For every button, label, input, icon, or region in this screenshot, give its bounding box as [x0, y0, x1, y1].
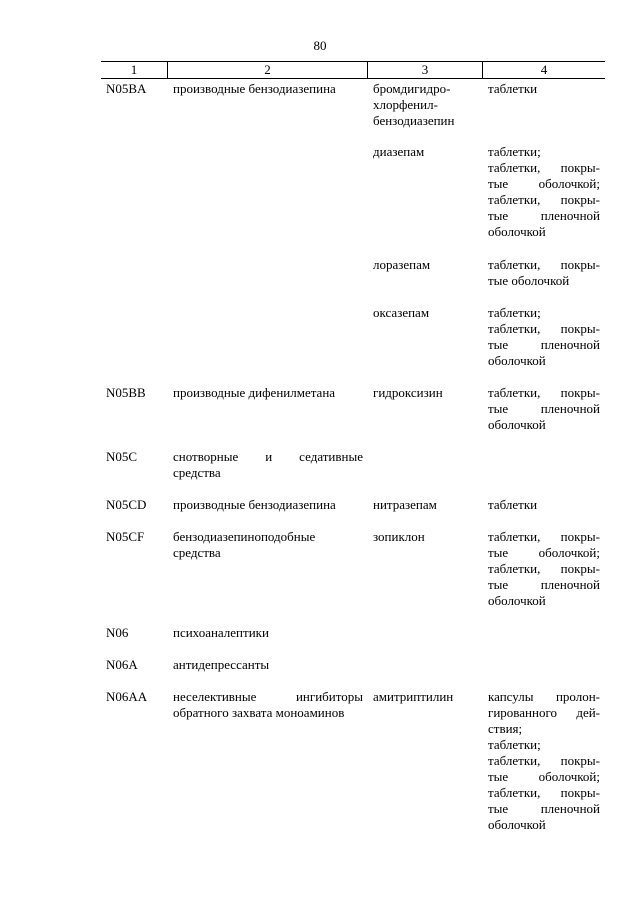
dosage-forms-line: таблетки, покры-	[488, 257, 600, 272]
dosage-forms	[488, 81, 600, 97]
group-name-line: средства	[173, 545, 221, 560]
drug-name	[373, 529, 481, 545]
atc-code: N06	[106, 625, 129, 640]
drug-name	[373, 385, 481, 401]
group-name-line: производные бензодиазепина	[173, 81, 336, 96]
atc-code: N05BA	[106, 81, 147, 96]
atc-code: N05CF	[106, 529, 145, 544]
dosage-forms	[488, 144, 600, 240]
drug-name	[373, 497, 481, 513]
drug-name	[373, 144, 481, 160]
dosage-forms-line: таблетки, покры-	[488, 561, 600, 576]
dosage-forms-line: тые оболочкой;	[488, 176, 600, 191]
dosage-forms	[488, 305, 600, 369]
dosage-forms-line: оболочкой	[488, 593, 546, 608]
dosage-forms-line: тые пленочной	[488, 801, 600, 816]
dosage-forms-line: оболочкой	[488, 224, 546, 239]
group-name-line: снотворные и седативные	[173, 449, 363, 464]
header-col-3: 3	[421, 62, 429, 77]
group-name-line: антидепрессанты	[173, 657, 270, 672]
drug-name-line: амитриптилин	[373, 689, 454, 704]
drug-name-line: оксазепам	[373, 305, 430, 320]
dosage-forms-line: тые пленочной	[488, 577, 600, 592]
dosage-forms	[488, 689, 600, 833]
drug-name	[373, 689, 481, 705]
drug-name-line: зопиклон	[373, 529, 425, 544]
group-name	[173, 497, 363, 513]
atc-code: N06AA	[106, 689, 148, 704]
drug-name-line: хлорфенил-	[373, 97, 438, 112]
dosage-forms-line: капсулы пролон-	[488, 689, 600, 704]
group-name	[173, 689, 363, 721]
group-name-line: неселективные ингибиторы	[173, 689, 363, 704]
dosage-forms-line: ствия;	[488, 721, 523, 736]
atc-code: N05C	[106, 449, 138, 464]
drug-name	[373, 81, 481, 129]
header-col-1: 1	[130, 62, 138, 77]
header-col-4: 4	[540, 62, 548, 77]
page-number: 80	[313, 38, 327, 53]
dosage-forms-line: оболочкой	[488, 817, 546, 832]
group-name-line: производные бензодиазепина	[173, 497, 336, 512]
dosage-forms-line: гированного дей-	[488, 705, 600, 720]
dosage-forms-line: тые оболочкой	[488, 273, 570, 288]
drug-name-line: бензодиазепин	[373, 113, 455, 128]
dosage-forms-line: таблетки, покры-	[488, 785, 600, 800]
atc-code: N05BB	[106, 385, 146, 400]
dosage-forms-line: тые пленочной	[488, 337, 600, 352]
drug-name-line: гидроксизин	[373, 385, 443, 400]
group-name-line: производные дифенилметана	[173, 385, 336, 400]
dosage-forms-line: таблетки, покры-	[488, 529, 600, 544]
dosage-forms-line: тые оболочкой;	[488, 545, 600, 560]
dosage-forms-line: таблетки	[488, 497, 538, 512]
dosage-forms	[488, 529, 600, 609]
dosage-forms-line: оболочкой	[488, 417, 546, 432]
dosage-forms-line: таблетки, покры-	[488, 753, 600, 768]
dosage-forms-line: таблетки, покры-	[488, 385, 600, 400]
group-name-line: бензодиазепиноподобные	[173, 529, 316, 544]
dosage-forms	[488, 257, 600, 289]
dosage-forms	[488, 385, 600, 433]
dosage-forms-line: таблетки, покры-	[488, 160, 600, 175]
dosage-forms-line: таблетки	[488, 81, 538, 96]
header-col-2: 2	[264, 62, 271, 77]
group-name-line: обратного захвата моноаминов	[173, 705, 345, 720]
dosage-forms-line: таблетки, покры-	[488, 321, 600, 336]
atc-code: N06A	[106, 657, 138, 672]
dosage-forms-line: тые пленочной	[488, 208, 600, 223]
group-name	[173, 385, 363, 401]
dosage-forms-line: таблетки;	[488, 737, 541, 752]
group-name	[173, 625, 363, 641]
drug-name-line: лоразепам	[373, 257, 431, 272]
group-name	[173, 449, 363, 481]
group-name	[173, 529, 363, 561]
dosage-forms-line: оболочкой	[488, 353, 546, 368]
dosage-forms-line: таблетки, покры-	[488, 192, 600, 207]
drug-name	[373, 257, 481, 273]
group-name-line: средства	[173, 465, 221, 480]
drug-name-line: диазепам	[373, 144, 425, 159]
dosage-forms-line: тые оболочкой;	[488, 769, 600, 784]
group-name	[173, 657, 363, 673]
group-name-line: психоаналептики	[173, 625, 269, 640]
drug-name-line: нитразепам	[373, 497, 437, 512]
group-name	[173, 81, 363, 97]
dosage-forms-line: тые пленочной	[488, 401, 600, 416]
dosage-forms-line: таблетки;	[488, 305, 541, 320]
drug-name-line: бромдигидро-	[373, 81, 451, 96]
dosage-forms	[488, 497, 600, 513]
drug-name	[373, 305, 481, 321]
atc-code: N05CD	[106, 497, 147, 512]
dosage-forms-line: таблетки;	[488, 144, 541, 159]
